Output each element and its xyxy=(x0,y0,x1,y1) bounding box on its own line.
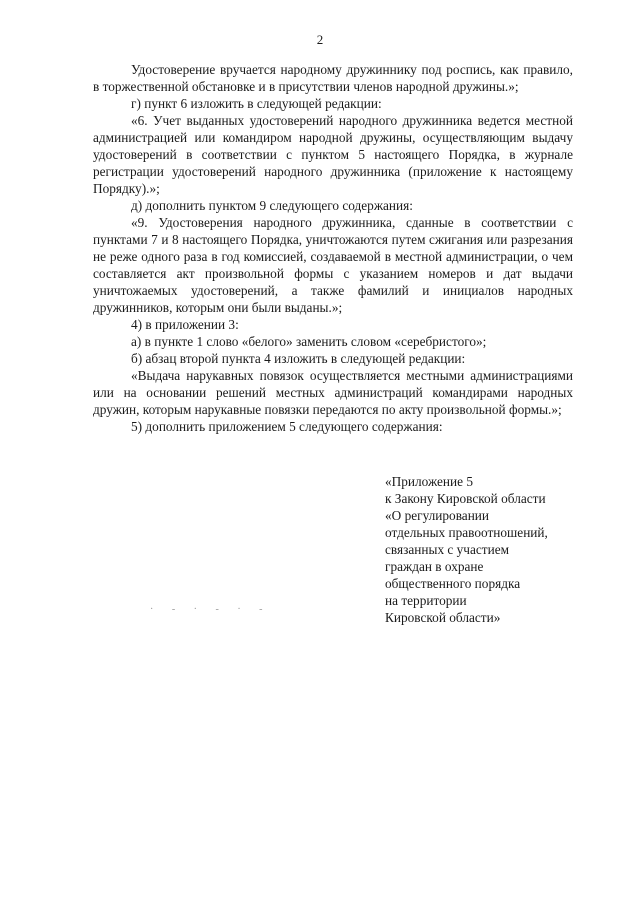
paragraph-appendix-3: 4) в приложении 3: xyxy=(131,317,239,332)
paragraph-add-item-9: д) дополнить пунктом 9 следующего содержания: xyxy=(131,198,413,213)
appendix-line: общественного порядка xyxy=(385,576,521,591)
appendix-line: отдельных правоотношений, xyxy=(385,525,548,540)
appendix-line: на территории xyxy=(385,593,467,608)
appendix-line: «О регулировании xyxy=(385,508,490,523)
paragraph-armbands-text: «Выдача нарукавных повязок осуществляется местными администрациями или на основании решений местных администраций командирами народных дружин, которым нарукавные повязки передаются по акту произвольной формы.»; xyxy=(93,368,573,417)
paragraph-replace-word: а) в пункте 1 слово «белого» заменить словом «серебристого»; xyxy=(131,334,487,349)
appendix-line: к Закону Кировской области xyxy=(385,491,546,506)
scan-artifact-marks: · - · - · - xyxy=(150,604,271,615)
appendix-heading-block xyxy=(385,473,585,626)
appendix-line: граждан в охране xyxy=(385,559,484,574)
appendix-line: Кировской области» xyxy=(385,610,501,625)
paragraph-item-6-text: «6. Учет выданных удостоверений народного дружинника ведется местной администрацией или командиром народной дружины, осуществляющим выдачу удостоверений в соответствии с пунктом 5 настоящего Порядка, в журнале регистрации удостоверений народного дружинника (приложение к настоящему Порядку).»; xyxy=(93,113,573,196)
paragraph-certificate-issue: Удостоверение вручается народному дружиннику под роспись, как правило, в торжественной обстановке и в присутствии членов народной дружины.»; xyxy=(93,62,573,94)
appendix-line: связанных с участием xyxy=(385,542,510,557)
paragraph-amend-item-4: б) абзац второй пункта 4 изложить в следующей редакции: xyxy=(131,351,466,366)
paragraph-add-appendix-5: 5) дополнить приложением 5 следующего содержания: xyxy=(131,419,443,434)
appendix-line: «Приложение 5 xyxy=(385,474,473,489)
document-body xyxy=(93,61,573,435)
page-number: 2 xyxy=(316,32,324,47)
paragraph-amend-item-6: г) пункт 6 изложить в следующей редакции: xyxy=(131,96,382,111)
paragraph-item-9-text: «9. Удостоверения народного дружинника, сданные в соответствии с пунктами 7 и 8 настоящего Порядка, уничтожаются путем сжигания или разрезания не реже одного раза в год комиссией, создаваемой в местной администрации, о чем составляется акт произвольной формы с указанием номеров и дат выдачи уничтожаемых удостоверений, а также фамилий и инициалов народных дружинников, которым они были выданы.»; xyxy=(93,215,573,315)
